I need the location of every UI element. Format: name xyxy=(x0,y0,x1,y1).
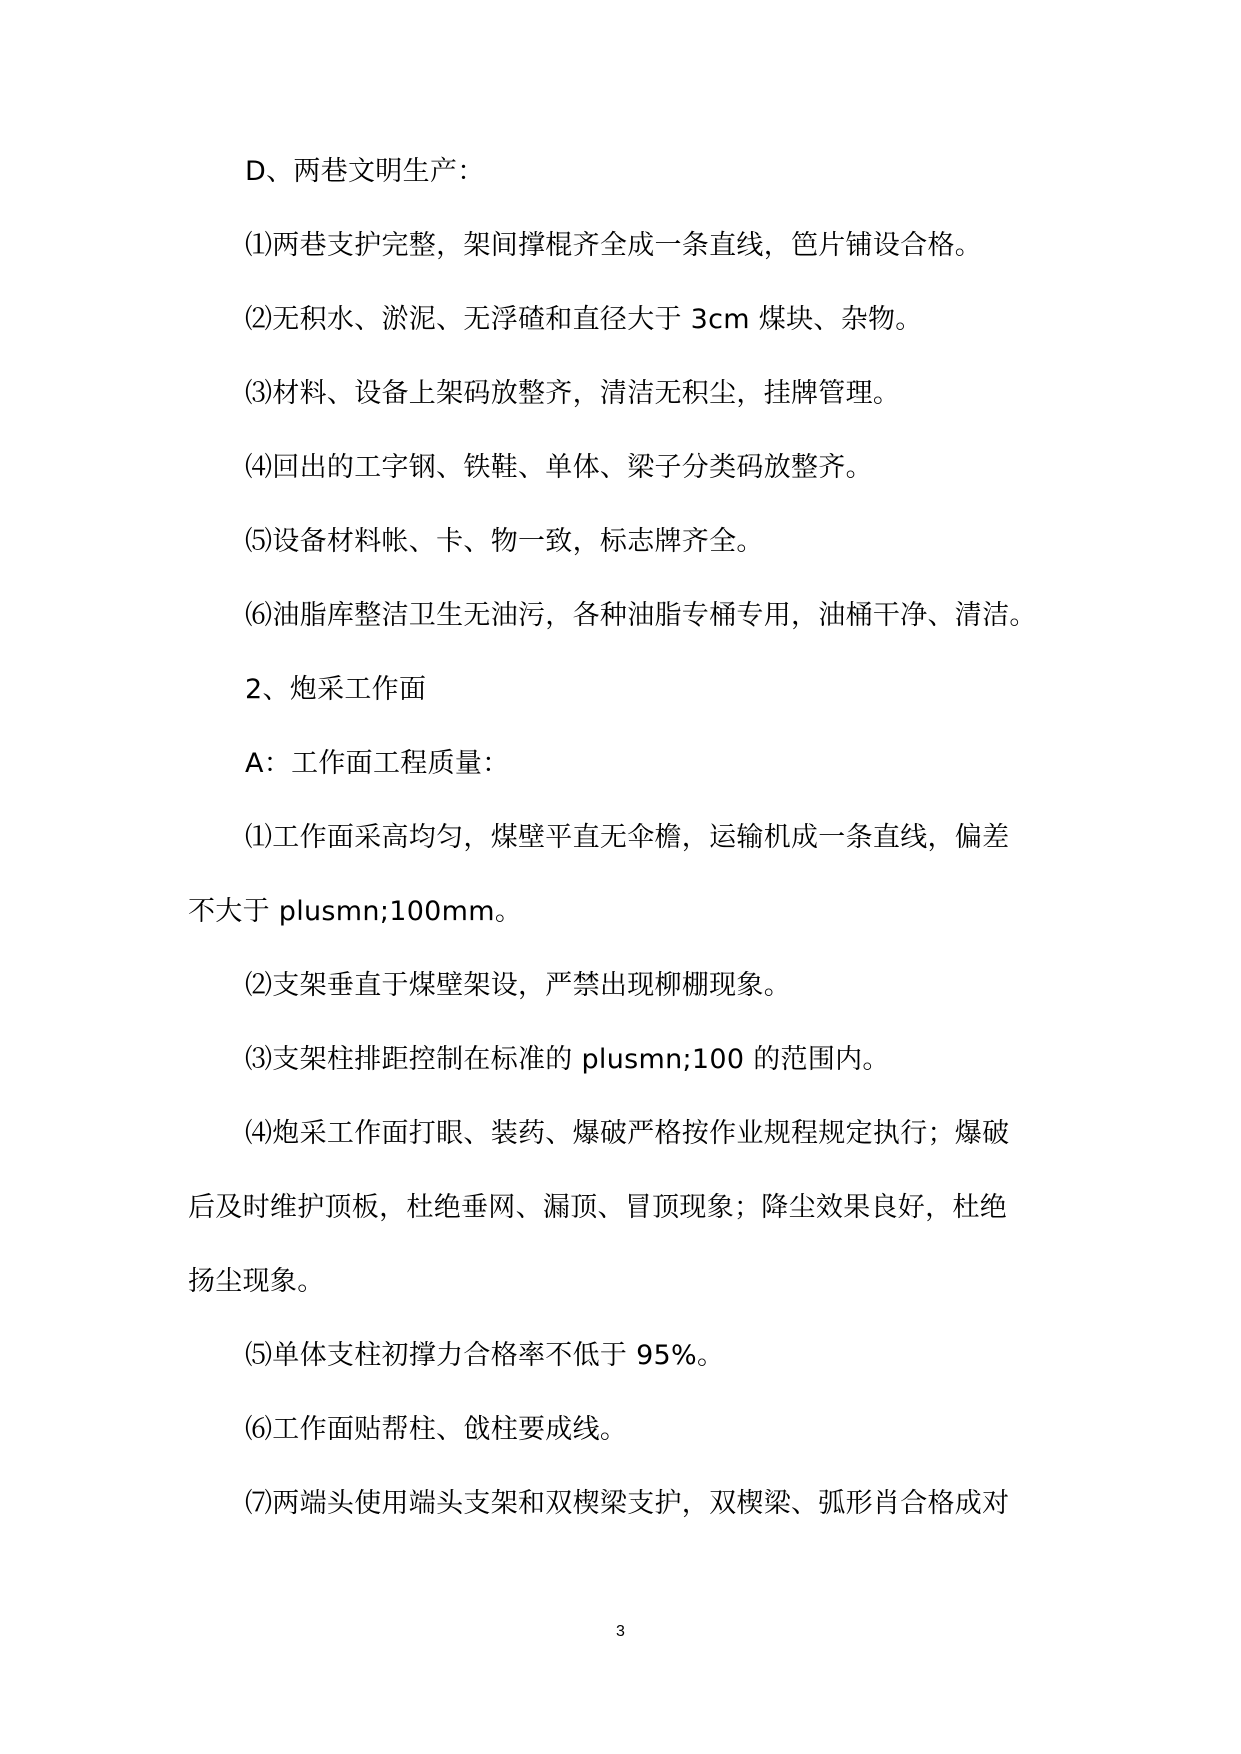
section-heading-2: 2、炮采工作面 xyxy=(245,674,427,705)
paragraph-line-continued: 后及时维护顶板，杜绝垂网、漏顶、冒顶现象；降尘效果良好，杜绝 xyxy=(188,1192,1007,1223)
paragraph-line-continued: 不大于 plusmn;100mm。 xyxy=(188,896,523,927)
paragraph-line: ⑷炮采工作面打眼、装药、爆破严格按作业规程规定执行；爆破 xyxy=(245,1118,1010,1149)
paragraph-line: ⑷回出的工字钢、铁鞋、单体、梁子分类码放整齐。 xyxy=(245,452,873,483)
paragraph-line: ⑸单体支柱初撑力合格率不低于 95%。 xyxy=(245,1340,725,1371)
page-number: 3 xyxy=(616,1623,625,1640)
paragraph-line: ⑺两端头使用端头支架和双楔梁支护，双楔梁、弧形肖合格成对 xyxy=(245,1488,1010,1519)
paragraph-line: ⑵支架垂直于煤壁架设，严禁出现柳棚现象。 xyxy=(245,970,791,1001)
paragraph-line: ⑴两巷支护完整，架间撑棍齐全成一条直线，笆片铺设合格。 xyxy=(245,230,983,261)
paragraph-line: ⑸设备材料帐、卡、物一致，标志牌齐全。 xyxy=(245,526,764,557)
paragraph-line: ⑹油脂库整洁卫生无油污，各种油脂专桶专用，油桶干净、清洁。 xyxy=(245,600,1037,631)
paragraph-line: ⑶材料、设备上架码放整齐，清洁无积尘，挂牌管理。 xyxy=(245,378,901,409)
section-heading-d: D、两巷文明生产： xyxy=(245,156,485,187)
section-heading-a: A：工作面工程质量： xyxy=(245,748,510,779)
paragraph-line: ⑴工作面采高均匀，煤壁平直无伞檐，运输机成一条直线，偏差 xyxy=(245,822,1010,853)
paragraph-line-continued: 扬尘现象。 xyxy=(188,1266,325,1297)
paragraph-line: ⑵无积水、淤泥、无浮碴和直径大于 3cm 煤块、杂物。 xyxy=(245,304,923,335)
paragraph-line: ⑶支架柱排距控制在标准的 plusmn;100 的范围内。 xyxy=(245,1044,890,1075)
paragraph-line: ⑹工作面贴帮柱、戗柱要成线。 xyxy=(245,1414,628,1445)
